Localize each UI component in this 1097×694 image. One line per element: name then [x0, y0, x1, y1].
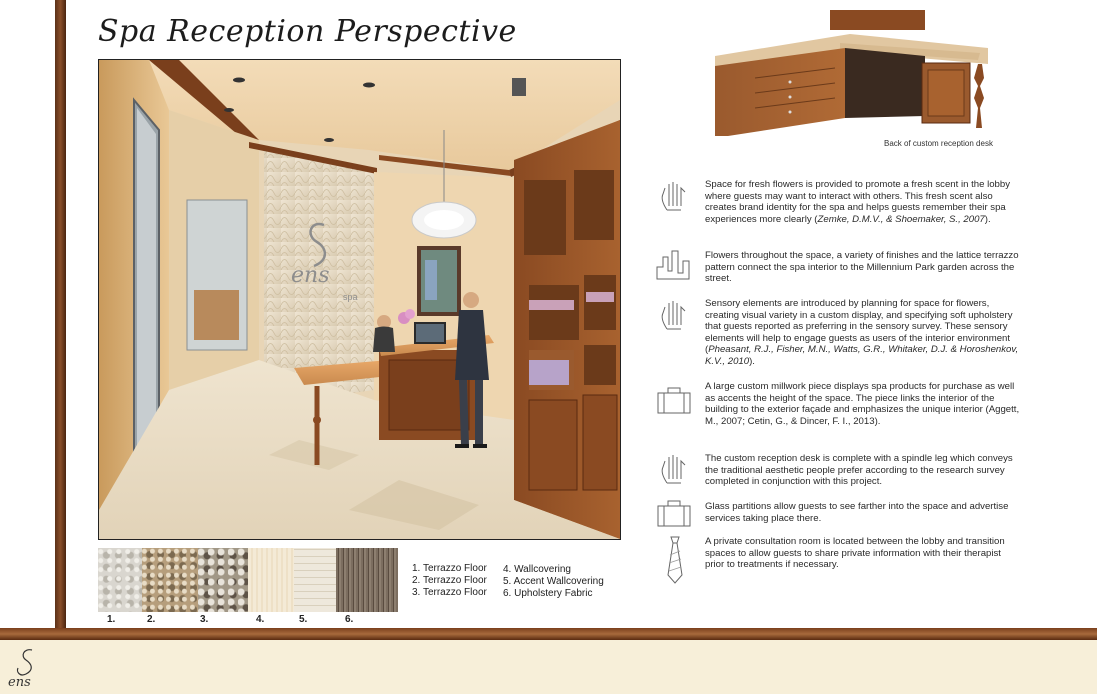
note-glass-partitions	[705, 501, 1020, 524]
note-spindle-leg	[705, 453, 1020, 488]
note-text: Sensory elements are introduced by planning for space for flowers, creating visual variety in a custom display, and specifying soft upholstery that guests reported as preferring in the sensory survey. These sensory elements will help to engage guests as users of the interior environment (	[705, 298, 1013, 356]
swatch-number: 2.	[147, 614, 156, 625]
note-citation: Zemke, D.M.V., & Shoemaker, S., 2007	[817, 213, 985, 225]
hand-icon	[655, 297, 695, 333]
legend-item: 2. Terrazzo Floor	[412, 575, 487, 586]
note-sensory-elements	[705, 298, 1020, 368]
legend-item: 1. Terrazzo Floor	[412, 563, 487, 574]
reception-rendering	[98, 59, 621, 540]
legend-item: 5. Accent Wallcovering	[503, 576, 604, 587]
swatch-terrazzo-3	[198, 548, 248, 612]
legend-column-2	[503, 564, 604, 600]
swatch-number: 3.	[200, 614, 209, 625]
note-citation: Pheasant, R.J., Fisher, M.N., Watts, G.R., Whitaker, D.J. & Horoshenkov, K.V., 2010	[705, 344, 1019, 367]
city-skyline-icon	[655, 245, 695, 281]
swatch-number: 5.	[299, 614, 308, 625]
left-border-bar	[55, 0, 66, 694]
note-tail: ).	[749, 355, 755, 367]
spa-logo-icon	[4, 646, 50, 690]
swatch-number: 1.	[107, 614, 116, 625]
note-text: A private consultation room is located between the lobby and transition spaces to allow guests to share private information with their therapist prior to treatments if necessary.	[705, 536, 1005, 571]
desk-caption: Back of custom reception desk	[884, 139, 993, 148]
footer-band	[0, 640, 1097, 694]
note-text: The custom reception desk is complete with a spindle leg which conveys the traditional aesthetic people prefer according to the research survey completed in conjunction with this project.	[705, 453, 1013, 488]
note-consultation-room	[705, 536, 1020, 571]
hand-icon	[655, 451, 695, 487]
note-text: Glass partitions allow guests to see farther into the space and advertise services taking place there.	[705, 501, 1009, 524]
swatch-wallcovering	[248, 548, 294, 612]
legend-item: 4. Wallcovering	[503, 564, 571, 575]
swatch-terrazzo-1	[98, 548, 142, 612]
note-tail: ).	[984, 213, 991, 225]
swatch-number: 6.	[345, 614, 354, 625]
legend-column-1	[412, 563, 487, 599]
briefcase-icon	[655, 496, 695, 532]
rendering-illustration	[99, 60, 620, 539]
legend-item: 6. Upholstery Fabric	[503, 588, 593, 599]
note-text: Space for fresh flowers is provided to promote a fresh scent in the lobby where guests may want to interact with others. This fresh scent also creates brand identity for the spa and helps guests remember their spa experiences more clearly (	[705, 179, 1011, 225]
material-swatches	[98, 548, 398, 612]
necktie-icon	[655, 535, 695, 585]
swatch-upholstery-fabric	[336, 548, 398, 612]
briefcase-icon	[655, 383, 695, 419]
hand-icon	[655, 178, 695, 214]
swatch-accent-wallcovering	[294, 548, 336, 612]
wall-logo-text: ens	[291, 263, 330, 288]
svg-text:ens: ens	[8, 675, 31, 690]
note-text: A large custom millwork piece displays spa products for purchase as well as accents the height of the space. The piece links the interior of the building to the exterior façade and emphasizes the unique interior (Aggett, M., 2007; Cetin, G., & Dincer, F. I., 2013).	[705, 381, 1020, 427]
reception-desk-back-illustration	[710, 8, 1010, 136]
note-millwork	[705, 381, 1020, 427]
note-millennium-park	[705, 250, 1020, 285]
footer-divider	[0, 628, 1097, 640]
page-title: Spa Reception Perspective	[98, 14, 517, 49]
wall-logo-subtext: spa	[343, 292, 358, 302]
note-text: Flowers throughout the space, a variety of finishes and the lattice terrazzo pattern connect the spa interior to the Millennium Park garden across the street.	[705, 250, 1019, 285]
legend-item: 3. Terrazzo Floor	[412, 587, 487, 598]
swatch-numbers	[98, 614, 398, 626]
swatch-terrazzo-2	[142, 548, 198, 612]
note-fresh-flowers	[705, 179, 1020, 225]
swatch-number: 4.	[256, 614, 265, 625]
